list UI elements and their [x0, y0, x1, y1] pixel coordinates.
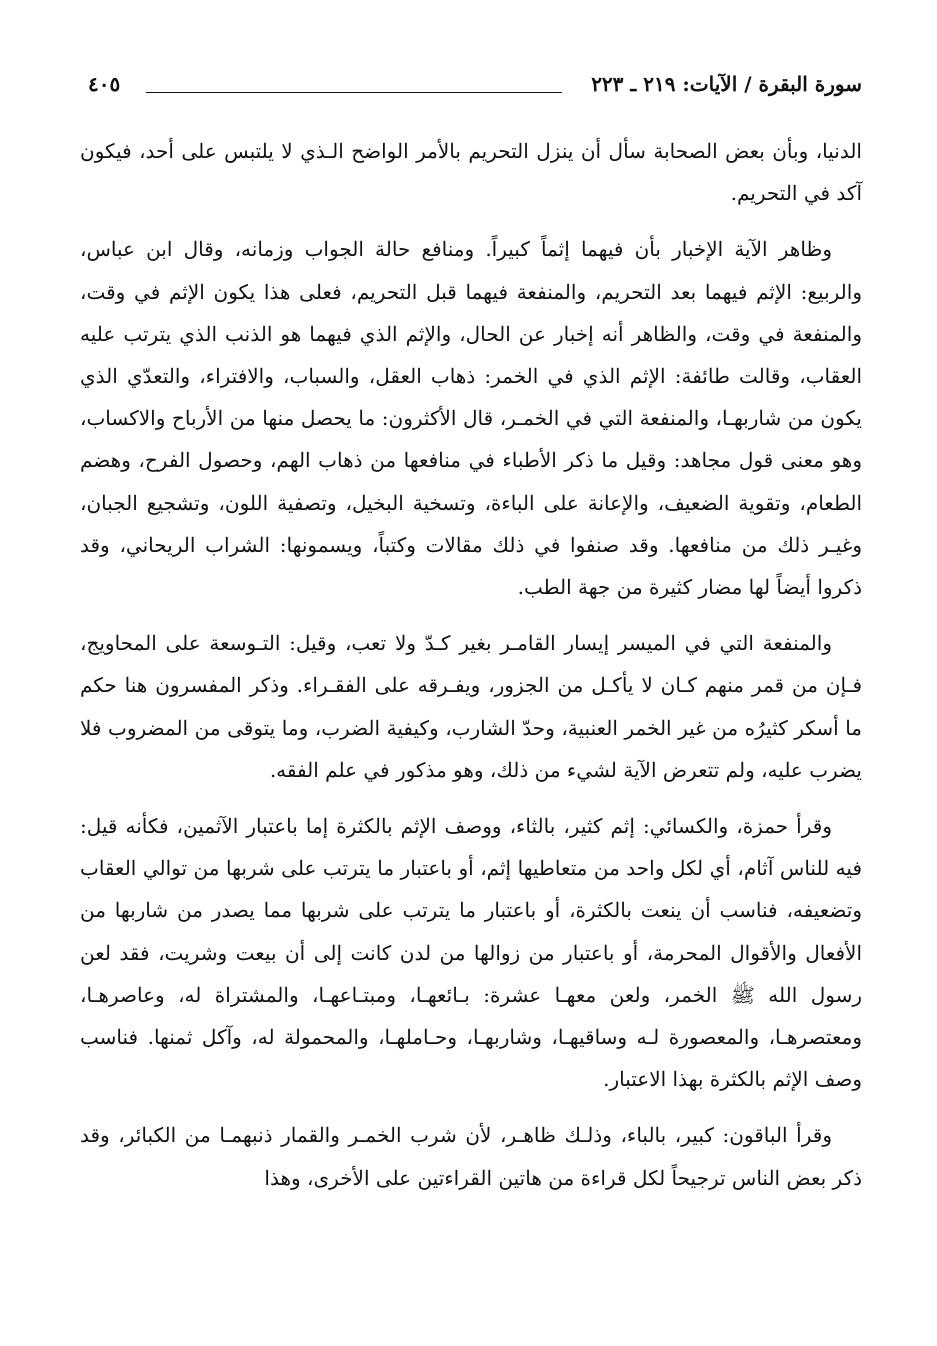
page-number: ٤٠٥ — [88, 72, 121, 96]
paragraph: الدنيا، وبأن بعض الصحابة سأل أن ينزل التحريم بالأمر الواضح الـذي لا يلتبس على أحد، فيكون آكد في التحريم. — [80, 139, 862, 206]
body-text — [80, 130, 862, 1199]
paragraph: وقرأ الباقون: كبير، بالباء، وذلـك ظاهـر، لأن شرب الخمـر والقمار ذنبهمـا من الكبائر، وقد ذكر بعض الناس ترجيحاً لكل قراءة من هاتين القراءتين على الأخرى، وهذا — [80, 1123, 862, 1190]
page-header — [88, 72, 862, 106]
paragraph: وظاهر الآية الإخبار بأن فيهما إثماً كبيراً. ومنافع حالة الجواب وزمانه، وقال ابن عباس، والربيع: الإثم فيهما بعد التحريم، والمنفعة فيهما قبل التحريم، فعلى هذا يكون الإثم في وقت، والمنفعة في وقت، والظاهر أنه إخبار عن الحال، والإثم الذي فيهما هو الذنب الذي يترتب عليه العقاب، وقالت طائفة: الإثم الذي في الخمر: ذهاب العقل، والسباب، والافتراء، والتعدّي الذي يكون من شاربهـا، والمنفعة التي في الخمـر، قال الأكثرون: ما يحصل منها من الأرباح والاكساب، وهو معنى قول مجاهد: وقيل ما ذكر الأطباء في منافعها من ذهاب الهم، وحصول الفرح، وهضم الطعام، وتقوية الضعيف، والإعانة على الباءة، وتسخية البخيل، وتصفية اللون، وتشجيع الجبان، وغيـر ذلك من منافعها. وقد صنفوا في ذلك مقالات وكتباً، ويسمونها: الشراب الريحاني، وقد ذكروا أيضاً لها مضار كثيرة من جهة الطب. — [80, 237, 862, 600]
paragraph: والمنفعة التي في الميسر إيسار القامـر بغير كـدّ ولا تعب، وقيل: التـوسعة على المحاويج، فـإن من قمر منهم كـان لا يأكـل من الجزور، ويفـرقه على الفقـراء. وذكر المفسرون هنا حكم ما أسكر كثيرُه من غير الخمر العنبية، وحدّ الشارب، وكيفية الضرب، وما يتوقى من المضروب فلا يضرب عليه، ولم تتعرض الآية لشيء من ذلك، وهو مذكور في علم الفقه. — [80, 631, 862, 782]
running-title: سورة البقرة / الآيات: ٢١٩ ـ ٢٢٣ — [591, 72, 862, 96]
header-rule — [146, 92, 562, 93]
paragraph: وقرأ حمزة، والكسائي: إثم كثير، بالثاء، ووصف الإثم بالكثرة إما باعتبار الآثمين، فكأنه قيل: فيه للناس آثام، أي لكل واحد من متعاطيها إثم، أو باعتبار ما يترتب على شربها من توالي العقاب وتضعيفه، فناسب أن ينعت بالكثرة، أو باعتبار ما يترتب على شربها مما يصدر من شاربها من الأفعال والأقوال المحرمة، أو باعتبار من زوالها من لدن كانت إلى أن بيعت وشريت، فقد لعن رسول الله ﷺ الخمر، ولعن معهـا عشرة: بـائعهـا، ومبتـاعهـا، والمشتراة له، وعاصرهـا، ومعتصرهـا، والمعصورة لـه وساقيهـا، وشاربهـا، وحـاملهـا، والمحمولة له، وآكل ثمنها. فناسب وصف الإثم بالكثرة بهذا الاعتبار. — [80, 814, 862, 1092]
